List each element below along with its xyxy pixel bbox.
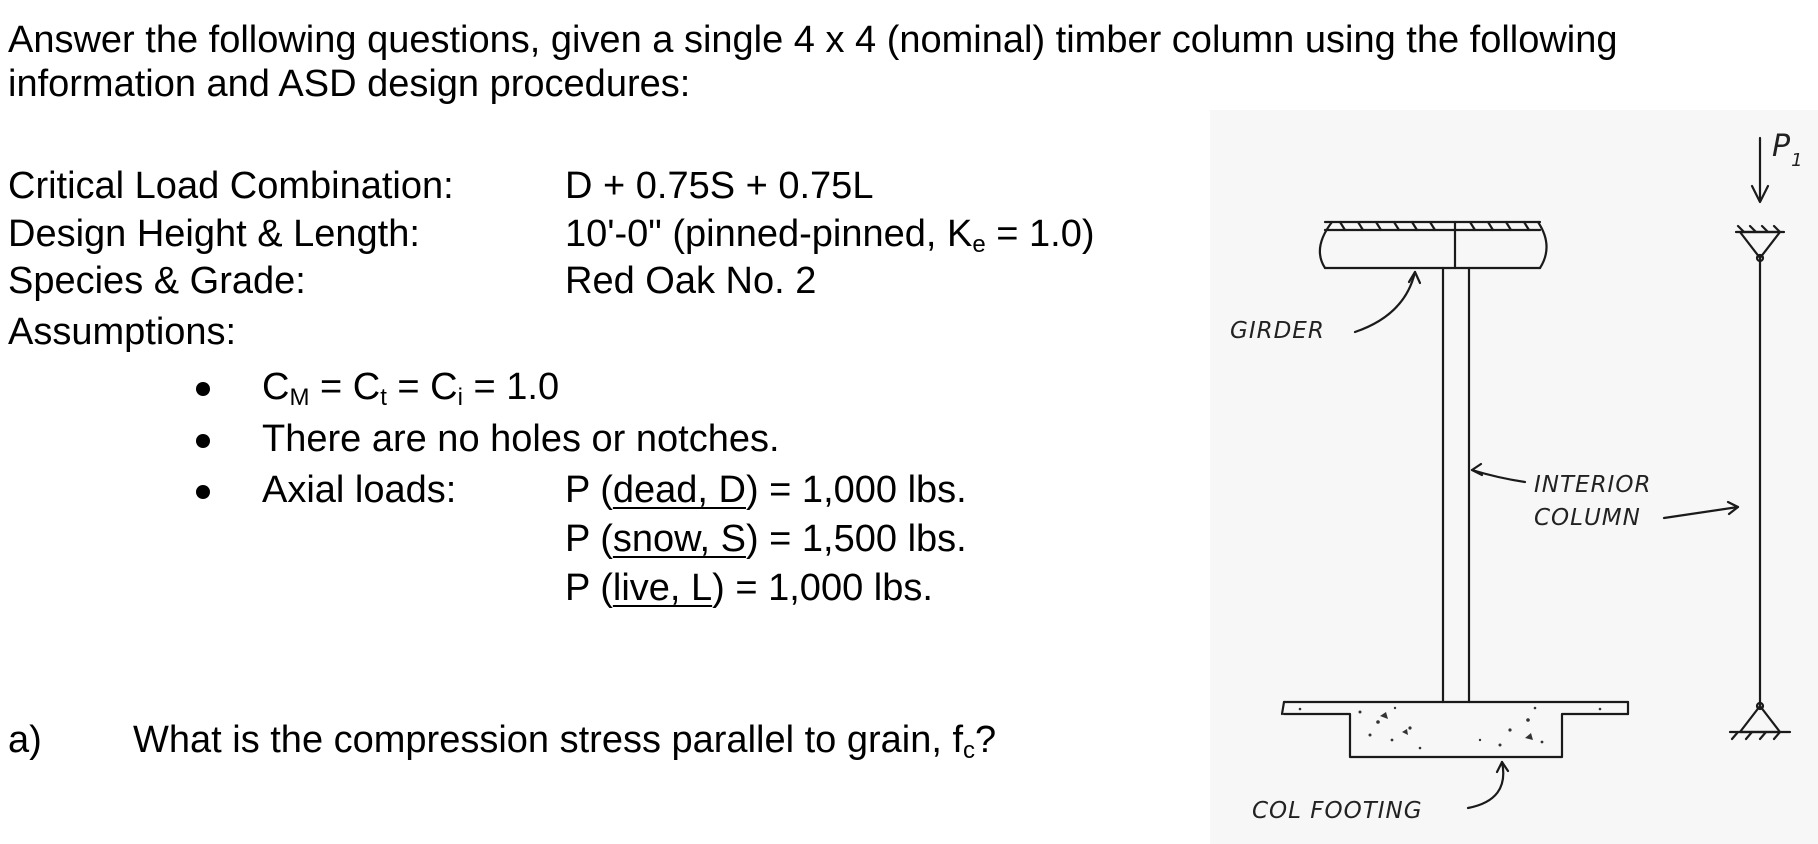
axial-loads-label: Axial loads:: [262, 469, 457, 511]
load-combo-label: Critical Load Combination:: [8, 165, 454, 207]
species-label: Species & Grade:: [8, 260, 306, 302]
load-live: P (live, L) = 1,000 lbs.: [565, 567, 933, 609]
sketch-background: [1210, 110, 1818, 844]
load-snow: P (snow, S) = 1,500 lbs.: [565, 518, 967, 560]
intro-text: Answer the following questions, given a single 4 x 4 (nominal) timber column using the following information and ASD design procedures:: [8, 19, 1618, 105]
column-label-line1: INTERIOR: [1534, 472, 1652, 498]
question-text: What is the compression stress parallel to grain, $f_c$?: [133, 719, 997, 764]
column-label-line2: COLUMN: [1534, 505, 1641, 531]
height-label: Design Height & Length:: [8, 213, 420, 255]
load-combo-value: D + 0.75S + 0.75L: [565, 165, 874, 207]
question-letter: a): [8, 719, 42, 761]
factors-text: $C_M = C_t = C_i = 1.0$: [262, 366, 560, 411]
height-value: 10'-0" (pinned-pinned, $K_e = 1.0$): [565, 213, 1095, 258]
species-value: Red Oak No. 2: [565, 260, 817, 302]
footing-label: COL FOOTING: [1252, 798, 1423, 824]
holes-text: There are no holes or notches.: [262, 418, 780, 460]
girder-label: GIRDER: [1230, 318, 1325, 344]
assumptions-label: Assumptions:: [8, 311, 237, 353]
load-dead: P (dead, D) = 1,000 lbs.: [565, 469, 967, 511]
load-label: $P_1$: [1772, 129, 1804, 171]
